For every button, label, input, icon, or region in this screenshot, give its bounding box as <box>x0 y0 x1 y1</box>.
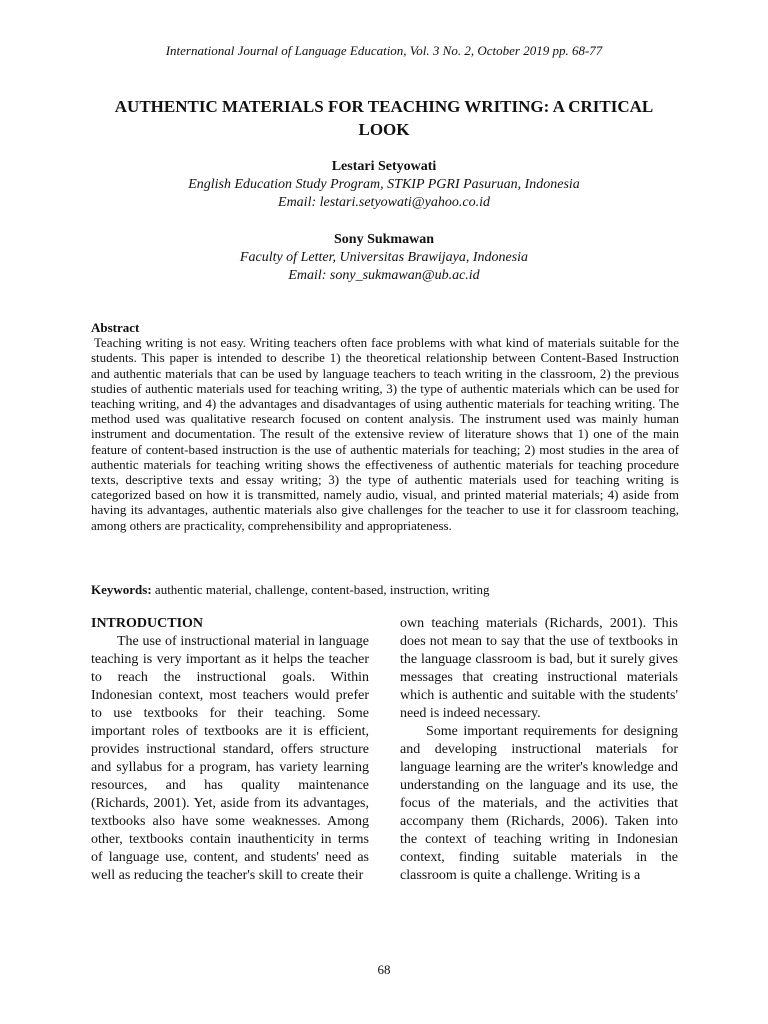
author-email: Email: lestari.setyowati@yahoo.co.id <box>278 195 490 210</box>
abstract-heading: Abstract <box>91 320 140 335</box>
author-name: Lestari Setyowati <box>331 159 437 174</box>
author-name: Sony Sukmawan <box>334 232 434 247</box>
body-paragraph: The use of instructional material in language teaching is very important as it helps the teacher to reach the instructional goals. Within Indonesian context, most teachers would prefer to use textbooks for their teaching. Some important roles of textbooks are it is efficient, provides instructional standard, offers structure and syllabus for a program, has variety learning resources, and has quality maintenance (Richards, 2001). Yet, aside from its advantages, textbooks also have some weaknesses. Among other, textbooks contain inauthenticity in terms of language use, content, and students' need as well as reducing the teacher's skill to create their <box>91 634 369 883</box>
abstract-body: Teaching writing is not easy. Writing teachers often face problems with what kind of materials suitable for the students. This paper is intended to describe 1) the theoretical relationship between Content-Based Instruction and authentic materials that can be used by language teachers to teach writing in the classroom, 2) the previous studies of authentic materials used for teaching writing, 3) the type of authentic materials which can be used for teaching writing, and 4) the advantages and disadvantages of using authentic materials for teaching writing. The method used was qualitative research focused on content analysis. The instrument used was mainly human instrument and documentation. The result of the extensive review of literature shows that 1) one of the main feature of content-based instruction is the use of authentic materials for teaching; 2) most studies in the area of authentic materials for teaching writing shows the effectiveness of authentic materials for teaching procedure texts, descriptive texts and essay writing; 3) the type of authentic materials used for teaching writing is categorized based on how it is transmitted, namely audio, visual, and printed material materials; 4) aside from having its advantages, authentic materials also give challenges for the teacher to use it for classroom teaching, among others are practicality, comprehensibility and appropriateness. <box>91 335 679 533</box>
title-line-1: AUTHENTIC MATERIALS FOR TEACHING WRITING: A CRITICAL <box>114 97 654 116</box>
keywords-text: authentic material, challenge, content-based, instruction, writing <box>151 582 490 597</box>
body-paragraph: own teaching materials (Richards, 2001). This does not mean to say that the use of textbooks in the language classroom is bad, but it surely gives messages that creating instructional materials which is authentic and suitable with the students' need is indeed necessary. <box>400 616 678 721</box>
right-column <box>400 615 678 885</box>
keywords-label: Keywords: <box>91 582 152 597</box>
author-block-1 <box>0 158 768 212</box>
journal-citation: International Journal of Language Education, Vol. 3 No. 2, October 2019 pp. 68-77 <box>165 43 603 58</box>
keywords-line <box>91 582 679 598</box>
author-affiliation: Faculty of Letter, Universitas Brawijaya, Indonesia <box>239 250 529 265</box>
author-email: Email: sony_sukmawan@ub.ac.id <box>288 268 480 283</box>
body-paragraph: Some important requirements for designing and developing instructional materials for language learning are the writer's knowledge and understanding on the language and its use, the focus of the materials, and the activities that accompany them (Richards, 2006). Taken into the context of teaching writing in Indonesian context, finding suitable materials in the classroom is quite a challenge. Writing is a <box>400 724 678 883</box>
abstract-section <box>91 320 679 533</box>
title-line-2: LOOK <box>358 120 410 139</box>
left-column <box>91 615 369 885</box>
author-affiliation: English Education Study Program, STKIP PGRI Pasuruan, Indonesia <box>188 177 580 192</box>
paper-title <box>110 95 658 141</box>
author-block-2 <box>0 231 768 285</box>
page-number: 68 <box>377 962 391 977</box>
introduction-heading: INTRODUCTION <box>91 616 204 631</box>
